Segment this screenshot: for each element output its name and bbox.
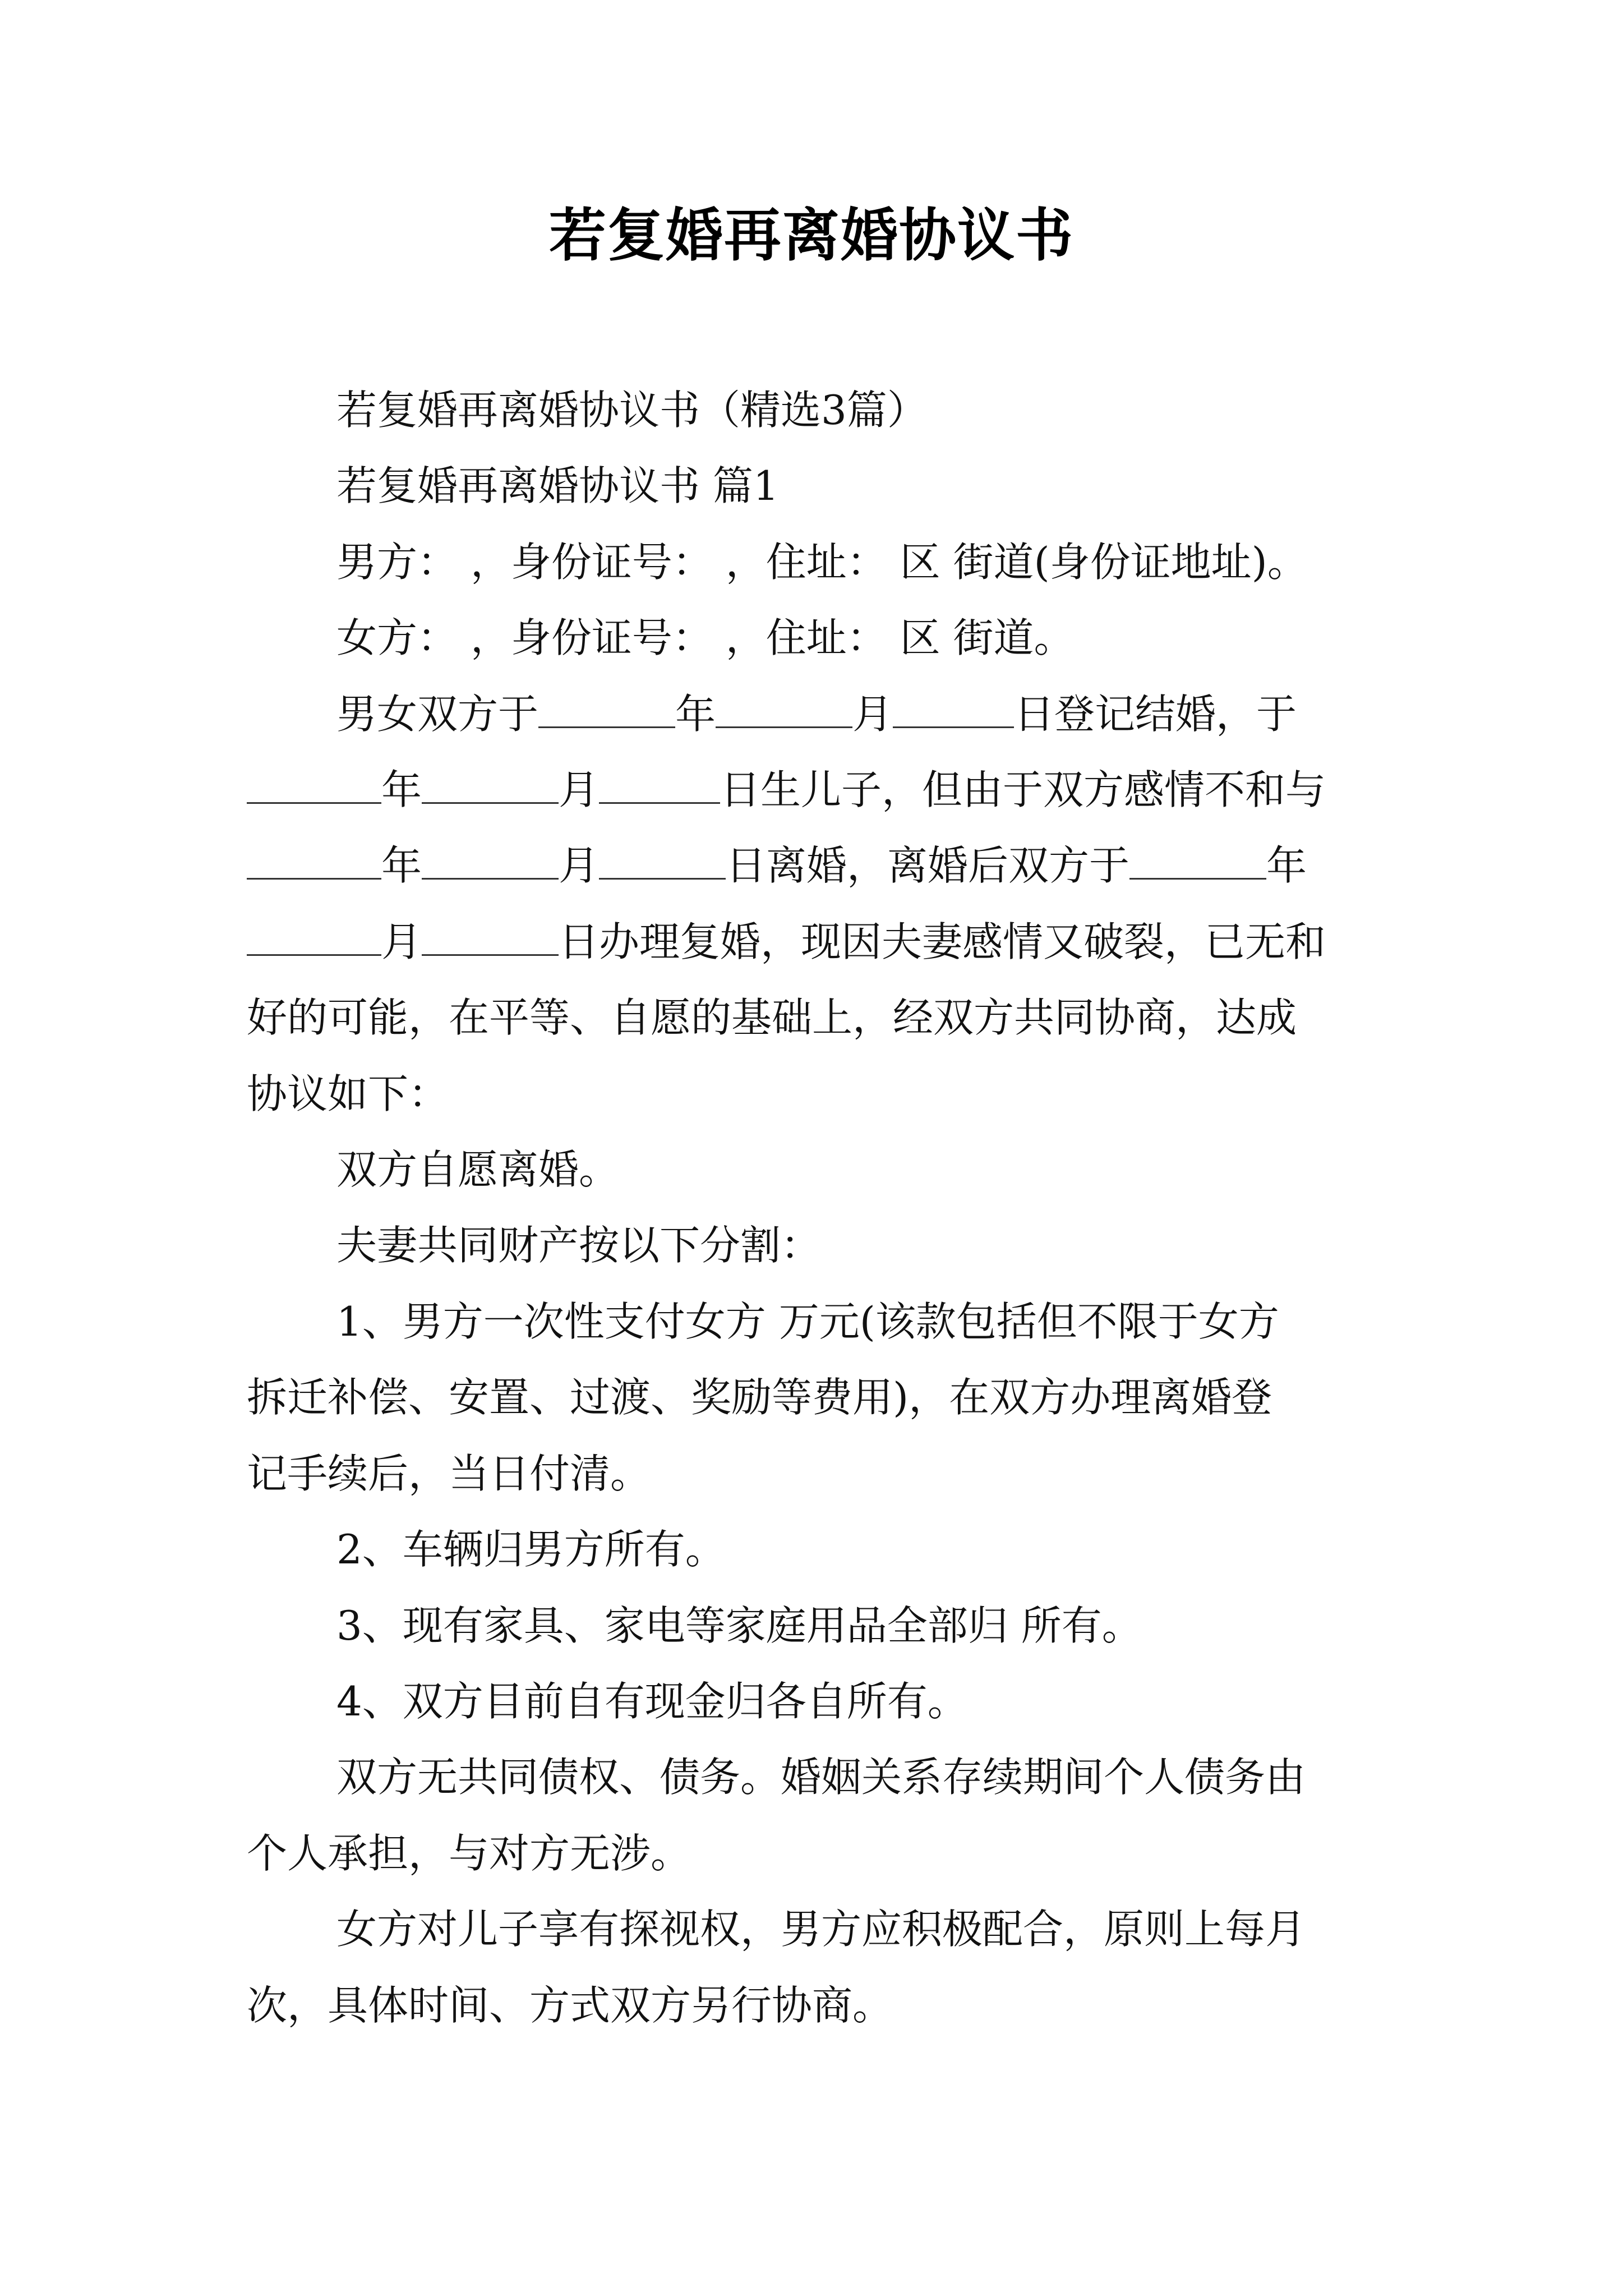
property-item-1-line: 拆迁补偿、安置、过渡、奖励等费用)，在双方办理离婚登 [247,1374,1272,1421]
female-party-info: 女方： ，身份证号： ，住址： 区 街道。 [336,614,1075,662]
marriage-history-line [247,904,1396,980]
marriage-history-line [247,752,1396,828]
property-item-1-line: 记手续后，当日付清。 [247,1450,651,1497]
text-segment: 男女双方于 [336,690,539,738]
clause-debt-line: 个人承担，与对方无涉。 [247,1829,691,1877]
marriage-history-line: 好的可能，在平等、自愿的基础上，经双方共同协商，达成 [247,994,1297,1042]
blank-line [893,692,1014,728]
document-subtitle: 若复婚再离婚协议书（精选3篇） [336,386,928,434]
document-body [247,372,1396,2044]
text-segment: 日生儿子，但由于双方感情不和与 [720,766,1326,814]
text-segment: 月 [852,690,893,738]
text-segment: 年 [381,842,422,890]
blank-line [422,767,559,804]
text-segment: 年 [1266,842,1307,890]
property-item-3: 3、现有家具、家电等家庭用品全部归 所有。 [336,1602,1142,1649]
blank-line [422,919,559,956]
male-party-info: 男方： ，身份证号： ，住址： 区 街道(身份证地址)。 [336,538,1308,586]
marriage-history-line [247,677,1396,752]
clause-divorce: 双方自愿离婚。 [336,1146,620,1194]
document-title: 若复婚再离婚协议书 [549,202,1074,269]
blank-line [599,843,726,880]
blank-line [247,767,381,804]
clause-visitation-line: 女方对儿子享有探视权，男方应积极配合，原则上每月 [336,1906,1306,1953]
text-segment: 年 [675,690,716,738]
marriage-history-line: 协议如下： [247,1070,449,1117]
text-segment: 日办理复婚，现因夫妻感情又破裂，已无和 [559,918,1326,965]
marriage-history-line [247,828,1396,904]
property-item-1-line: 1、男方一次性支付女方 万元(该款包括但不限于女方 [336,1297,1279,1345]
text-segment: 月 [559,842,600,890]
blank-line [247,843,381,880]
blank-line [422,843,559,880]
blank-line [1129,843,1266,880]
property-item-4: 4、双方目前自有现金归各自所有。 [336,1677,968,1725]
blank-line [247,919,381,956]
text-segment: 年 [381,766,422,814]
section-heading: 若复婚再离婚协议书 篇1 [336,462,779,510]
clause-property-intro: 夫妻共同财产按以下分割： [336,1222,822,1269]
clause-debt-line: 双方无共同债权、债务。婚姻关系存续期间个人债务由 [336,1754,1306,1801]
text-segment: 日离婚，离婚后双方于 [726,842,1130,890]
blank-line [599,767,720,804]
text-segment: 月 [381,918,422,965]
clause-visitation-line: 次，具体时间、方式双方另行协商。 [247,1981,893,2029]
property-item-2: 2、车辆归男方所有。 [336,1526,726,1573]
blank-line [538,692,675,728]
blank-line [716,692,852,728]
text-segment: 月 [559,766,600,814]
text-segment: 日登记结婚，于 [1014,690,1297,738]
